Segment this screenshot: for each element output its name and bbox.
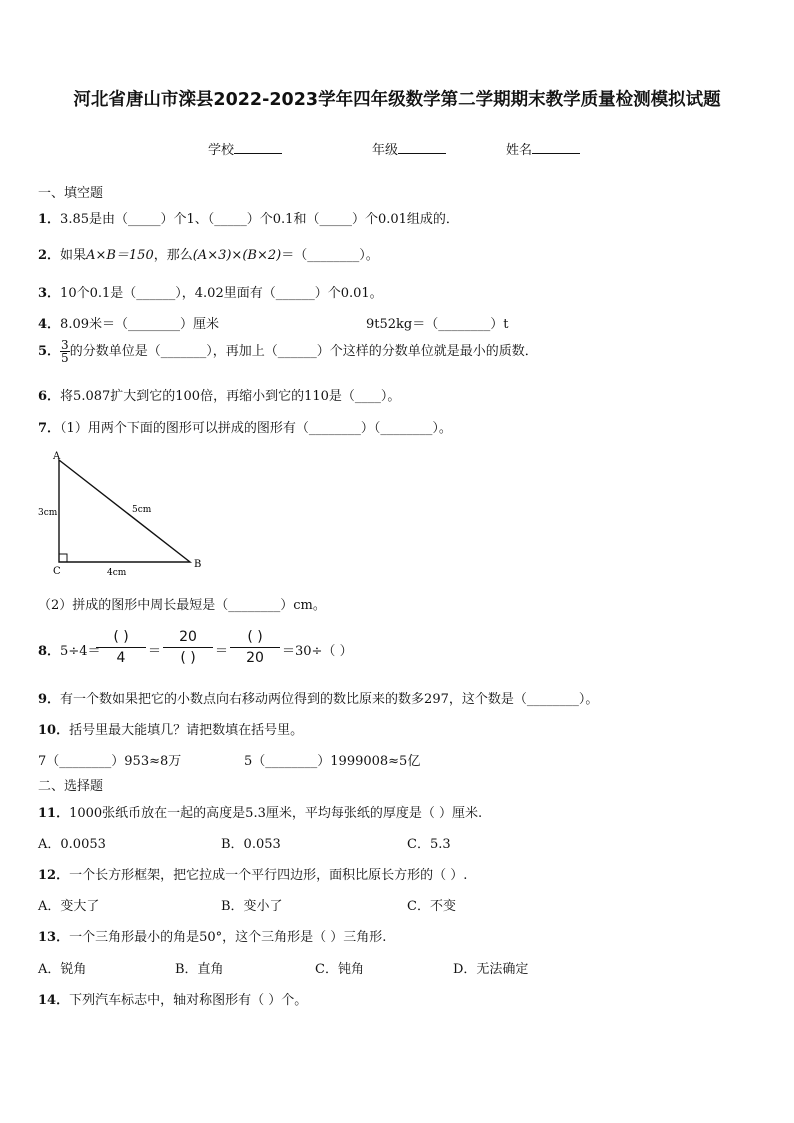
question-9 — [38, 688, 598, 707]
question-9-number: 9． — [38, 692, 61, 707]
vertex-b-label: B — [194, 559, 202, 570]
question-5-text: 的分数单位是（_______），再加上（______）个这样的分数单位就是最小的质数． — [69, 344, 538, 359]
question-8-fraction-2 — [163, 627, 213, 668]
question-10 — [38, 719, 303, 738]
question-8-fraction-3 — [230, 627, 280, 668]
question-3-number: 3． — [38, 286, 61, 301]
question-2 — [38, 244, 379, 263]
question-8-fraction-3-numerator: ( ) — [230, 627, 280, 648]
question-6-text: 将5.087扩大到它的100倍，再缩小到它的110是（____）。 — [60, 389, 401, 404]
question-4-left: 8.09米＝（________）厘米 — [60, 317, 219, 332]
question-13-option-d[interactable]: D．无法确定 — [453, 962, 529, 977]
question-4 — [38, 313, 219, 332]
question-11-text: 1000张纸币放在一起的高度是5.3厘米，平均每张纸的厚度是（ ）厘米. — [69, 806, 483, 821]
question-14-text: 下列汽车标志中，轴对称图形有（ ）个。 — [69, 993, 308, 1008]
page-title: 河北省唐山市滦县2022-2023学年四年级数学第二学期期末教学质量检测模拟试题 — [73, 90, 721, 110]
grade-label: 年级 — [372, 143, 399, 158]
question-2-pre: 如果 — [60, 248, 87, 263]
question-2-post: ＝（________）。 — [281, 248, 379, 263]
question-3-text: 10个0.1是（______），4.02里面有（______）个0.01。 — [60, 286, 383, 301]
side-ac-length: 3cm — [38, 508, 58, 518]
name-blank — [532, 141, 580, 154]
question-6 — [38, 385, 400, 404]
question-1-text: 3.85是由（_____）个1、（_____）个0.1和（_____）个0.01组成的． — [60, 212, 459, 227]
name-label: 姓名 — [506, 143, 533, 158]
question-8-lead — [38, 640, 100, 659]
question-10-number: 10． — [38, 723, 70, 738]
question-1 — [38, 208, 459, 227]
question-3 — [38, 282, 383, 301]
question-10-left: 7（________）953≈8万 — [38, 754, 182, 769]
question-5 — [38, 339, 538, 364]
section-choice-heading: 二、选择题 — [38, 779, 104, 794]
question-1-number: 1． — [38, 212, 61, 227]
school-label: 学校 — [208, 143, 235, 158]
question-13-option-b[interactable]: B．直角 — [175, 962, 224, 977]
question-12-text: 一个长方形框架，把它拉成一个平行四边形，面积比原长方形的（ ）. — [69, 868, 468, 883]
question-8-fraction-1-numerator: ( ) — [96, 627, 146, 648]
question-5-fraction — [60, 339, 70, 364]
question-2-equation-1: A×B＝150 — [86, 248, 154, 263]
question-13-option-c[interactable]: C．钝角 — [315, 962, 364, 977]
question-11-option-b[interactable]: B．0.053 — [221, 837, 281, 852]
school-field — [208, 139, 282, 158]
question-8-fraction-2-numerator: 20 — [163, 627, 213, 648]
question-8-fraction-1-denominator: 4 — [116, 650, 126, 666]
question-7-number: 7． — [38, 421, 61, 436]
name-field — [506, 139, 580, 158]
vertex-a-label: A — [53, 451, 61, 462]
question-2-number: 2． — [38, 248, 61, 263]
question-5-number: 5． — [38, 344, 61, 359]
question-12-number: 12． — [38, 868, 70, 883]
question-8-equals-1: ＝ — [148, 644, 162, 659]
question-2-equation-2: (A×3)×(B×2) — [192, 248, 282, 263]
section-fill-heading: 一、填空题 — [38, 186, 104, 201]
question-5-fraction-numerator: 3 — [61, 338, 69, 352]
question-13-number: 13． — [38, 930, 70, 945]
question-14 — [38, 989, 307, 1008]
question-11-option-a[interactable]: A．0.0053 — [38, 837, 106, 852]
question-12-option-a[interactable]: A．变大了 — [38, 899, 100, 914]
question-8-fraction-1 — [96, 627, 146, 668]
question-12-option-c[interactable]: C．不变 — [407, 899, 456, 914]
side-cb-length: 4cm — [107, 568, 127, 578]
question-7-part-1 — [38, 417, 452, 436]
question-11 — [38, 802, 482, 821]
vertex-c-label: C — [53, 566, 61, 577]
question-5-fraction-denominator: 5 — [61, 351, 69, 365]
question-4-right: 9t52kg＝（________）t — [366, 317, 509, 332]
side-ab-length: 5cm — [132, 505, 152, 515]
question-7-part-1-text: （1）用两个下面的图形可以拼成的图形有（________）（________）。 — [60, 421, 452, 436]
question-8-equals-2: ＝ — [215, 644, 229, 659]
question-4-number: 4． — [38, 317, 61, 332]
triangle-shape — [59, 460, 190, 562]
question-9-text: 有一个数如果把它的小数点向右移动两位得到的数比原来的数多297，这个数是（________）。 — [60, 692, 599, 707]
question-11-option-c[interactable]: C．5.3 — [407, 837, 451, 852]
school-blank — [234, 141, 282, 154]
question-10-right: 5（________）1999008≈5亿 — [244, 754, 421, 769]
question-2-mid: ，那么 — [153, 248, 193, 263]
grade-blank — [398, 141, 446, 154]
right-angle-marker — [59, 554, 67, 562]
question-6-number: 6． — [38, 389, 61, 404]
question-8-number: 8． — [38, 644, 61, 659]
question-13-text: 一个三角形最小的角是50°，这个三角形是（ ）三角形. — [69, 930, 387, 945]
question-8-fraction-3-denominator: 20 — [246, 650, 264, 666]
question-8-fraction-2-denominator: ( ) — [180, 650, 196, 666]
question-8-tail: ＝30÷（ ） — [282, 644, 353, 659]
right-triangle-figure — [30, 448, 220, 583]
question-14-number: 14． — [38, 993, 70, 1008]
question-12-option-b[interactable]: B．变小了 — [221, 899, 283, 914]
grade-field — [372, 139, 446, 158]
question-11-number: 11． — [38, 806, 70, 821]
question-7-part-2: （2）拼成的图形中周长最短是（________）cm。 — [38, 598, 326, 613]
question-13-option-a[interactable]: A．锐角 — [38, 962, 87, 977]
question-13 — [38, 926, 386, 945]
question-12 — [38, 864, 467, 883]
question-10-text: 括号里最大能填几？请把数填在括号里。 — [69, 723, 304, 738]
question-8-lead-text: 5÷4＝ — [60, 644, 101, 659]
